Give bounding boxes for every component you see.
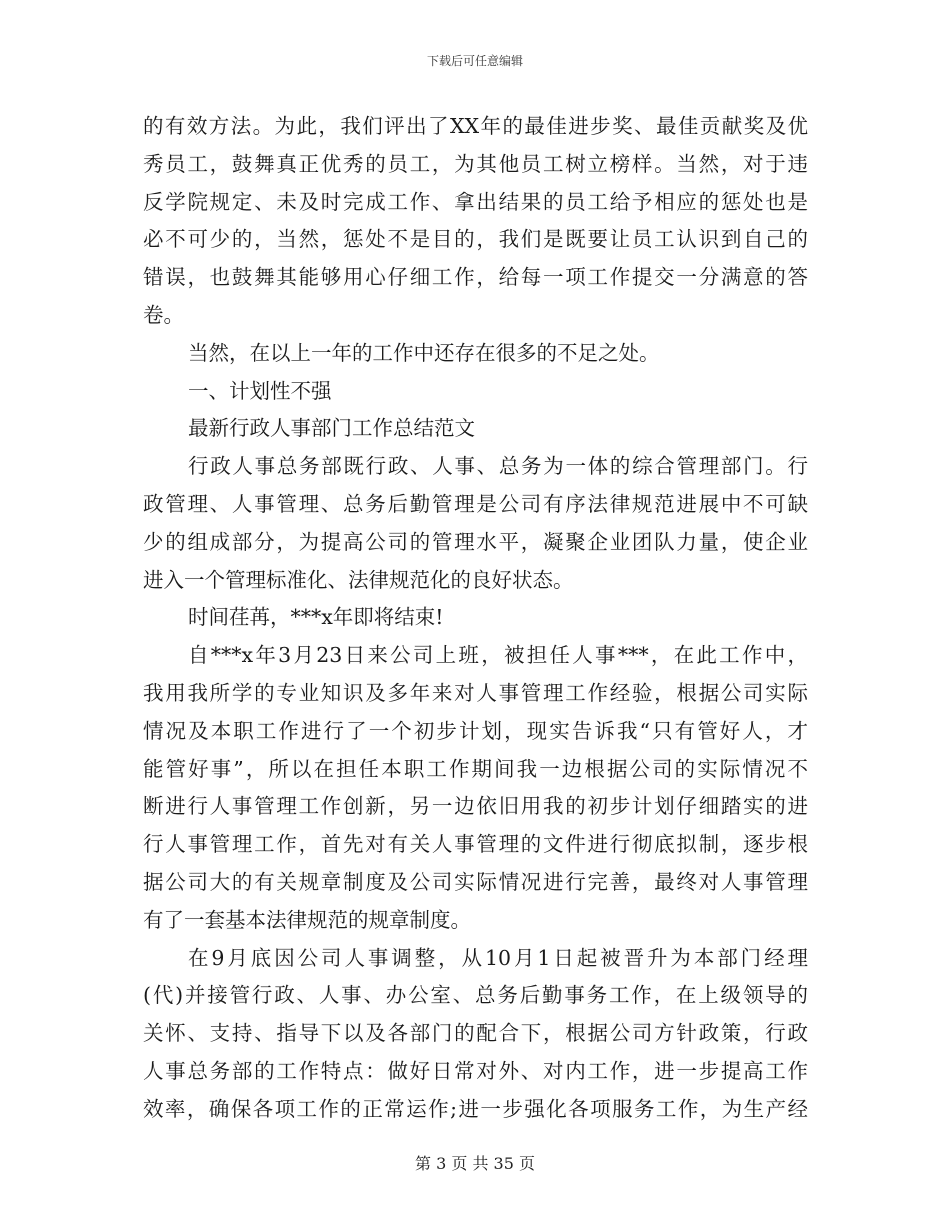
text-line: 能管好事”，所以在担任本职工作期间我一边根据公司的实际情况不 [143,756,808,781]
text-line: 有了一套基本法律规范的规章制度。 [143,907,471,932]
text-line: 行人事管理工作，首先对有关人事管理的文件进行彻底拟制，逐步根 [143,832,808,857]
article-title: 最新行政人事部门工作总结范文 [188,416,475,441]
text-line: 政管理、人事管理、总务后勤管理是公司有序法律规范进展中不可缺 [143,491,808,516]
text-line: 情况及本职工作进行了一个初步计划，现实告诉我“只有管好人，才 [143,718,808,743]
text-line: 少的组成部分，为提高公司的管理水平，凝聚企业团队力量，使企业 [143,529,808,554]
text-line: 人事总务部的工作特点：做好日常对外、对内工作，进一步提高工作 [143,1058,808,1083]
text-line: 行政人事总务部既行政、人事、总务为一体的综合管理部门。行 [188,454,808,479]
page-header: 下载后可任意编辑 [426,54,523,68]
text-line: 在9月底因公司人事调整，从10月1日起被晋升为本部门经理 [188,945,808,970]
text-line: (代)并接管行政、人事、办公室、总务后勤事务工作，在上级领导的 [143,983,808,1008]
text-line: 时间荏苒，***x年即将结束! [188,605,444,630]
text-line: 关怀、支持、指导下以及各部门的配合下，根据公司方针政策，行政 [143,1021,808,1046]
text-line: 效率，确保各项工作的正常运作;进一步强化各项服务工作，为生产经 [143,1096,808,1121]
text-line: 的有效方法。为此，我们评出了XX年的最佳进步奖、最佳贡献奖及优 [143,114,808,138]
text-line: 错误，也鼓舞其能够用心仔细工作，给每一项工作提交一分满意的答 [143,265,808,290]
text-line: 我用我所学的专业知识及多年来对人事管理工作经验，根据公司实际 [143,680,808,705]
section-heading: 一、计划性不强 [188,378,332,403]
text-line: 自***x年3月23日来公司上班，被担任人事***，在此工作中， [188,643,808,668]
text-line: 必不可少的，当然，惩处不是目的，我们是既要让员工认识到自己的 [143,227,808,252]
text-line: 断进行人事管理工作创新，另一边依旧用我的初步计划仔细踏实的进 [143,794,808,819]
document-body [143,108,808,1129]
text-line: 当然，在以上一年的工作中还存在很多的不足之处。 [188,340,660,365]
text-line: 进入一个管理标准化、法律规范化的良好状态。 [143,567,574,592]
text-line: 秀员工，鼓舞真正优秀的员工，为其他员工树立榜样。当然，对于违 [143,151,808,176]
text-line: 反学院规定、未及时完成工作、拿出结果的员工给予相应的惩处也是 [143,189,808,214]
page-number-footer: 第 3 页 共 35 页 [415,1154,535,1173]
text-line: 据公司大的有关规章制度及公司实际情况进行完善，最终对人事管理 [143,869,808,894]
text-line: 卷。 [143,302,184,327]
